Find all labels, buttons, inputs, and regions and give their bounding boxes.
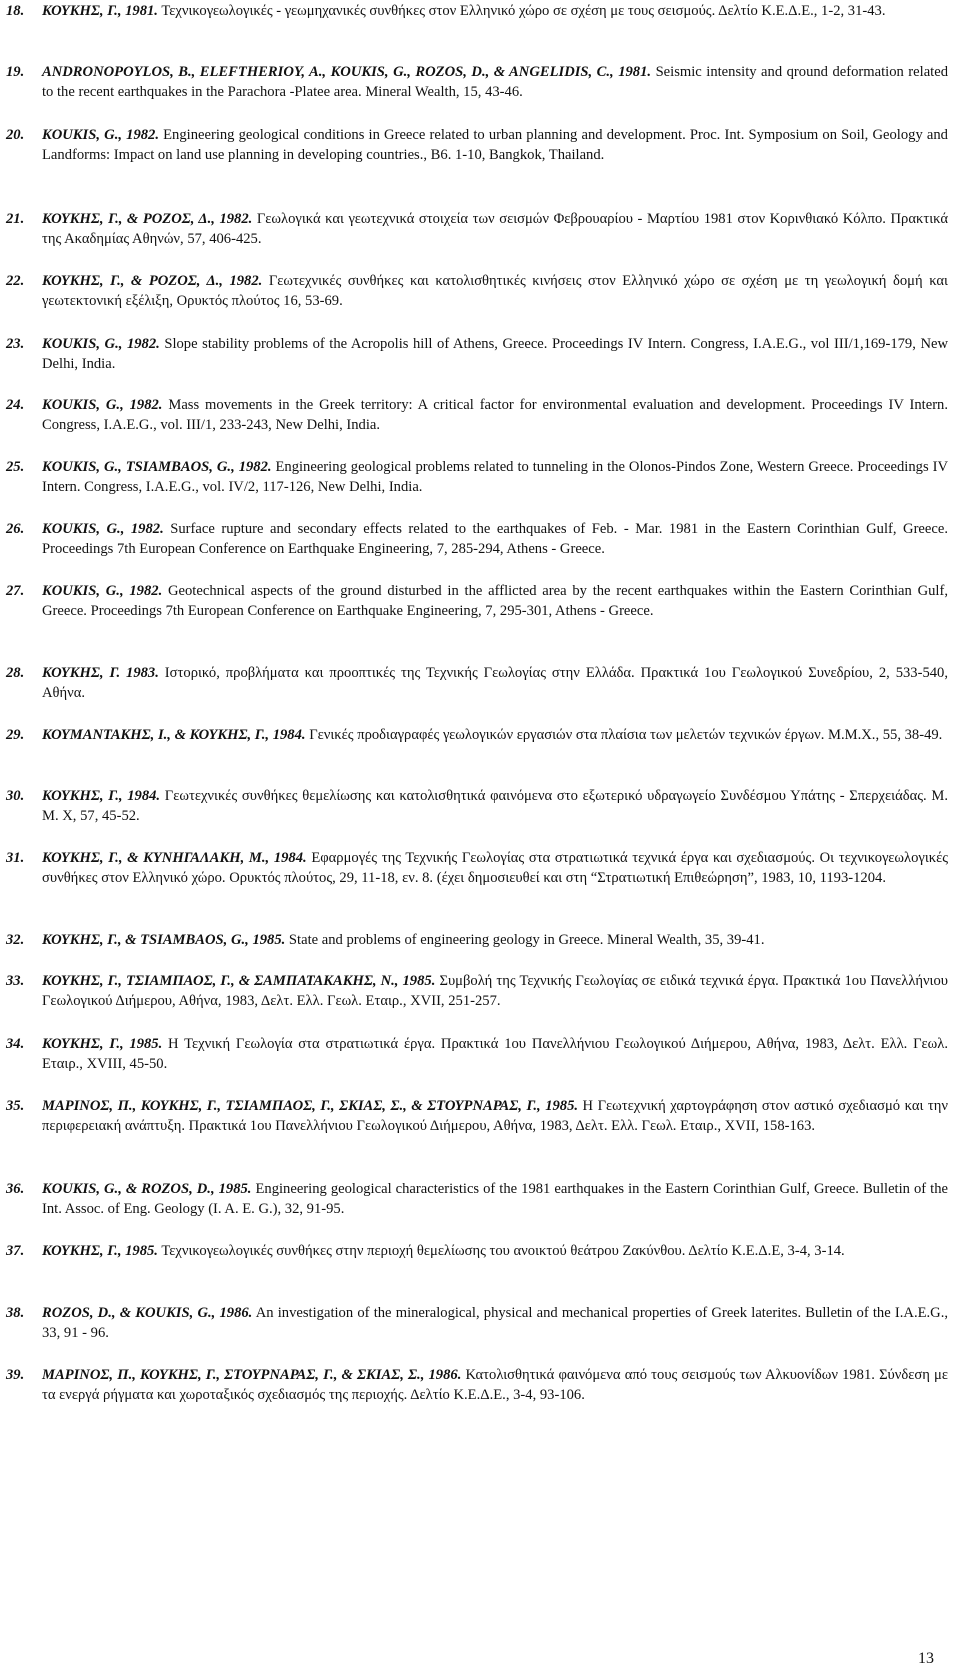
reference-number: 19. <box>6 64 25 80</box>
reference-authors: KOUKIS, G., TSIAMBAOS, G., 1982. <box>42 459 272 475</box>
reference-entry <box>6 396 948 435</box>
reference-number: 34. <box>6 1036 25 1052</box>
reference-text: Η Γεωτεχνική χαρτογράφηση στον αστικό σχεδιασμό και την περιφερειακή ανάπτυξη. Πρακτικά 1ου Πανελλήνιου Γεωλογικού Διήμερου, Αθήνα, 1983, Δελτ. Ελλ. Γεωλ. Εταιρ., XVII, 158-163. <box>42 1098 949 1134</box>
reference-text: Surface rupture and secondary effects related to the earthquakes of Feb. - Mar. 1981 in the Eastern Corinthian Gulf, Greece. Proceedings 7th European Conference on Earthquake Engineering, 7, 285-294, Athens - Greece. <box>42 521 948 557</box>
reference-authors: ΚΟΥΚΗΣ, Γ., ΤΣΙΑΜΠΑΟΣ, Γ., & ΣΑΜΠΑΤΑΚΑΚΗΣ, Ν., 1985. <box>42 973 436 989</box>
reference-authors: ΚΟΥΚΗΣ, Γ., & ΡΟΖΟΣ, Δ., 1982. <box>42 273 263 289</box>
reference-text: Geotechnical aspects of the ground disturbed in the afflicted area by the recent earthquakes within the Eastern Corinthian Gulf, Greece. Proceedings 7th European Conference on Earthquake Engineering, 7, 295-301, Athens - Greece. <box>42 583 948 619</box>
reference-number: 26. <box>6 521 25 537</box>
reference-number: 37. <box>6 1243 25 1259</box>
reference-number: 23. <box>6 336 25 352</box>
reference-entry <box>6 972 948 1011</box>
reference-authors: ΚΟΥΚΗΣ, Γ., 1981. <box>42 3 158 19</box>
reference-authors: ROZOS, D., & KOUKIS, G., 1986. <box>42 1305 253 1321</box>
reference-text: Εφαρμογές της Τεχνικής Γεωλογίας στα στρατιωτικά τεχνικά έργα και σχεδιασμούς. Οι τεχνικογεωλογικές συνθήκες στον Ελληνικό χώρο. Ορυκτός πλούτος, 29, 11-18, εν. 8. (έχει δημοσιευθεί και στη “Στρατιωτική Επιθεώρηση”, 1983, 10, 1193-1204. <box>42 850 949 886</box>
reference-number: 36. <box>6 1181 25 1197</box>
reference-number: 31. <box>6 850 25 866</box>
reference-entry <box>6 1035 948 1074</box>
reference-entry <box>6 1180 948 1219</box>
reference-text: Τεχνικογεωλογικές - γεωμηχανικές συνθήκες στον Ελληνικό χώρο σε σχέση με τους σεισμούς. Δελτίο Κ.Ε.Δ.Ε., 1-2, 31-43. <box>157 3 886 19</box>
reference-number: 25. <box>6 459 25 475</box>
reference-text: Engineering geological problems related to tunneling in the Olonos-Pindos Zone, Western Greece. Proceedings IV Intern. Congress, I.A.E.G., vol. IV/2, 117-126, New Delhi, India. <box>42 459 948 495</box>
reference-number: 27. <box>6 583 25 599</box>
reference-text: State and problems of engineering geology in Greece. Mineral Wealth, 35, 39-41. <box>285 932 765 948</box>
reference-entry <box>6 931 948 951</box>
reference-number: 24. <box>6 397 25 413</box>
reference-authors: KOUKIS, G., 1982. <box>42 521 164 537</box>
reference-authors: ANDRONOPOYLOS, B., ELEFTHERIOY, A., KOUKIS, G., ROZOS, D., & ANGELIDIS, C., 1981. <box>42 64 652 80</box>
reference-number: 33. <box>6 973 25 989</box>
reference-text: Γενικές προδιαγραφές γεωλογικών εργασιών στα πλαίσια των μελετών τεχνικών έργων. Μ.Μ.Χ., 55, 38-49. <box>305 727 943 743</box>
reference-number: 39. <box>6 1367 25 1383</box>
reference-authors: ΚΟΥΚΗΣ, Γ., & TSIAMBAOS, G., 1985. <box>42 932 286 948</box>
page-number: 13 <box>918 1650 934 1667</box>
reference-text: Slope stability problems of the Acropolis hill of Athens, Greece. Proceedings IV Intern. Congress, I.A.E.G., vol III/1,169-179, New Delhi, India. <box>42 336 948 372</box>
reference-text: Engineering geological characteristics of the 1981 earthquakes in the Eastern Corinthian Gulf, Greece. Bulletin of the Int. Assoc. of Eng. Geology (I. A. E. G.), 32, 91-95. <box>42 1181 948 1217</box>
reference-authors: ΜΑΡΙΝΟΣ, Π., ΚΟΥΚΗΣ, Γ., ΣΤΟΥΡΝΑΡΑΣ, Γ., & ΣΚΙΑΣ, Σ., 1986. <box>42 1367 462 1383</box>
reference-entry <box>6 63 948 102</box>
reference-number: 18. <box>6 3 25 19</box>
reference-entry <box>6 520 948 559</box>
reference-entry <box>6 849 948 888</box>
reference-number: 30. <box>6 788 25 804</box>
reference-entry <box>6 1242 948 1262</box>
reference-text: Γεωτεχνικές συνθήκες και κατολισθητικές κινήσεις στον Ελληνικό χώρο σε σχέση με τη γεωλογική δομή και γεωτεκτονική εξέλιξη, Ορυκτός πλούτος 16, 53-69. <box>42 273 948 309</box>
reference-text: Κατολισθητικά φαινόμενα από τους σεισμούς των Αλκυονίδων 1981. Σύνδεση με τα ενεργά ρήγματα και χωροταξικός σχεδιασμός της περιοχής. Δελτίο Κ.Ε.Δ.Ε., 3-4, 93-106. <box>42 1367 948 1403</box>
reference-text: Συμβολή της Τεχνικής Γεωλογίας σε ειδικά τεχνικά έργα. Πρακτικά 1ου Πανελλήνιου Γεωλογικού Διήμερου, Αθήνα, 1983, Δελτ. Ελλ. Γεωλ. Εταιρ., XVII, 251-257. <box>42 973 948 1009</box>
reference-entry <box>6 335 948 374</box>
reference-authors: KOUKIS, G., 1982. <box>42 127 159 143</box>
reference-text: Seismic intensity and qround deformation related to the recent earthquakes in the Parachora -Platee area. Mineral Wealth, 15, 43-46. <box>42 64 948 100</box>
reference-entry <box>6 458 948 497</box>
reference-authors: ΚΟΥΚΗΣ, Γ. 1983. <box>42 665 159 681</box>
reference-number: 22. <box>6 273 25 289</box>
reference-authors: KOUKIS, G., & ROZOS, D., 1985. <box>42 1181 252 1197</box>
reference-text: Mass movements in the Greek territory: A critical factor for environmental evaluation and development. Proceedings IV Intern. Congress, I.A.E.G., vol. III/1, 233-243, New Delhi, India. <box>42 397 948 433</box>
reference-entry <box>6 726 948 746</box>
reference-text: Τεχνικογεωλογικές συνθήκες στην περιοχή θεμελίωσης του ανοικτού θεάτρου Ζακύνθου. Δελτίο Κ.Ε.Δ.Ε, 3-4, 3-14. <box>157 1243 845 1259</box>
reference-number: 38. <box>6 1305 25 1321</box>
reference-text: Γεωλογικά και γεωτεχνικά στοιχεία των σεισμών Φεβρουαρίου - Μαρτίου 1981 στον Κορινθιακό Κόλπο. Πρακτικά της Ακαδημίας Αθηνών, 57, 406-425. <box>42 211 948 247</box>
reference-authors: KOUKIS, G., 1982. <box>42 397 163 413</box>
reference-number: 21. <box>6 211 25 227</box>
reference-number: 32. <box>6 932 25 948</box>
reference-number: 35. <box>6 1098 25 1114</box>
reference-entry <box>6 2 948 22</box>
reference-authors: ΚΟΥΚΗΣ, Γ., & ΚΥΝΗΓΑΛΑΚΗ, Μ., 1984. <box>42 850 307 866</box>
reference-authors: ΚΟΥΚΗΣ, Γ., 1984. <box>42 788 161 804</box>
reference-entry <box>6 1366 948 1405</box>
reference-entry <box>6 272 948 311</box>
reference-entry <box>6 126 948 165</box>
reference-text: An investigation of the mineralogical, physical and mechanical properties of Greek laterites. Bulletin of the I.A.E.G., 33, 91 - 96. <box>42 1305 948 1341</box>
reference-authors: KOUKIS, G., 1982. <box>42 336 160 352</box>
reference-entry <box>6 1097 948 1136</box>
reference-authors: ΚΟΥΚΗΣ, Γ., 1985. <box>42 1036 163 1052</box>
reference-number: 29. <box>6 727 25 743</box>
reference-authors: ΜΑΡΙΝΟΣ, Π., ΚΟΥΚΗΣ, Γ., ΤΣΙΑΜΠΑΟΣ, Γ., ΣΚΙΑΣ, Σ., & ΣΤΟΥΡΝΑΡΑΣ, Γ., 1985. <box>42 1098 579 1114</box>
reference-authors: ΚΟΥΜΑΝΤΑΚΗΣ, Ι., & ΚΟΥΚΗΣ, Γ., 1984. <box>42 727 306 743</box>
reference-number: 20. <box>6 127 25 143</box>
reference-text: Η Τεχνική Γεωλογία στα στρατιωτικά έργα. Πρακτικά 1ου Πανελλήνιου Γεωλογικού Διήμερου, Αθήνα, 1983, Δελτ. Ελλ. Γεωλ. Εταιρ., XVIII, 45-50. <box>42 1036 949 1072</box>
reference-authors: ΚΟΥΚΗΣ, Γ., 1985. <box>42 1243 158 1259</box>
reference-text: Engineering geological conditions in Greece related to urban planning and development. Proc. Int. Symposium on Soil, Geology and Landforms: Impact on land use planning in developing countries., B6. 1-10, Bangkok, Thailand. <box>42 127 948 163</box>
reference-entry <box>6 210 948 249</box>
reference-text: Ιστορικό, προβλήματα και προοπτικές της Τεχνικής Γεωλογίας στην Ελλάδα. Πρακτικά 1ου Γεωλογικού Συνεδρίου, 2, 533-540, Αθήνα. <box>42 665 948 701</box>
reference-number: 28. <box>6 665 25 681</box>
reference-authors: ΚΟΥΚΗΣ, Γ., & ΡΟΖΟΣ, Δ., 1982. <box>42 211 253 227</box>
reference-text: Γεωτεχνικές συνθήκες θεμελίωσης και κατολισθητικά φαινόμενα στο εξωτερικό υδραγωγείο Συνδέσμου Υπάτης - Σπερχειάδας. Μ. Μ. Χ, 57, 45-52. <box>42 788 949 824</box>
reference-entry <box>6 664 948 703</box>
reference-entry <box>6 582 948 621</box>
reference-entry <box>6 1304 948 1343</box>
reference-authors: KOUKIS, G., 1982. <box>42 583 163 599</box>
reference-entry <box>6 787 948 826</box>
